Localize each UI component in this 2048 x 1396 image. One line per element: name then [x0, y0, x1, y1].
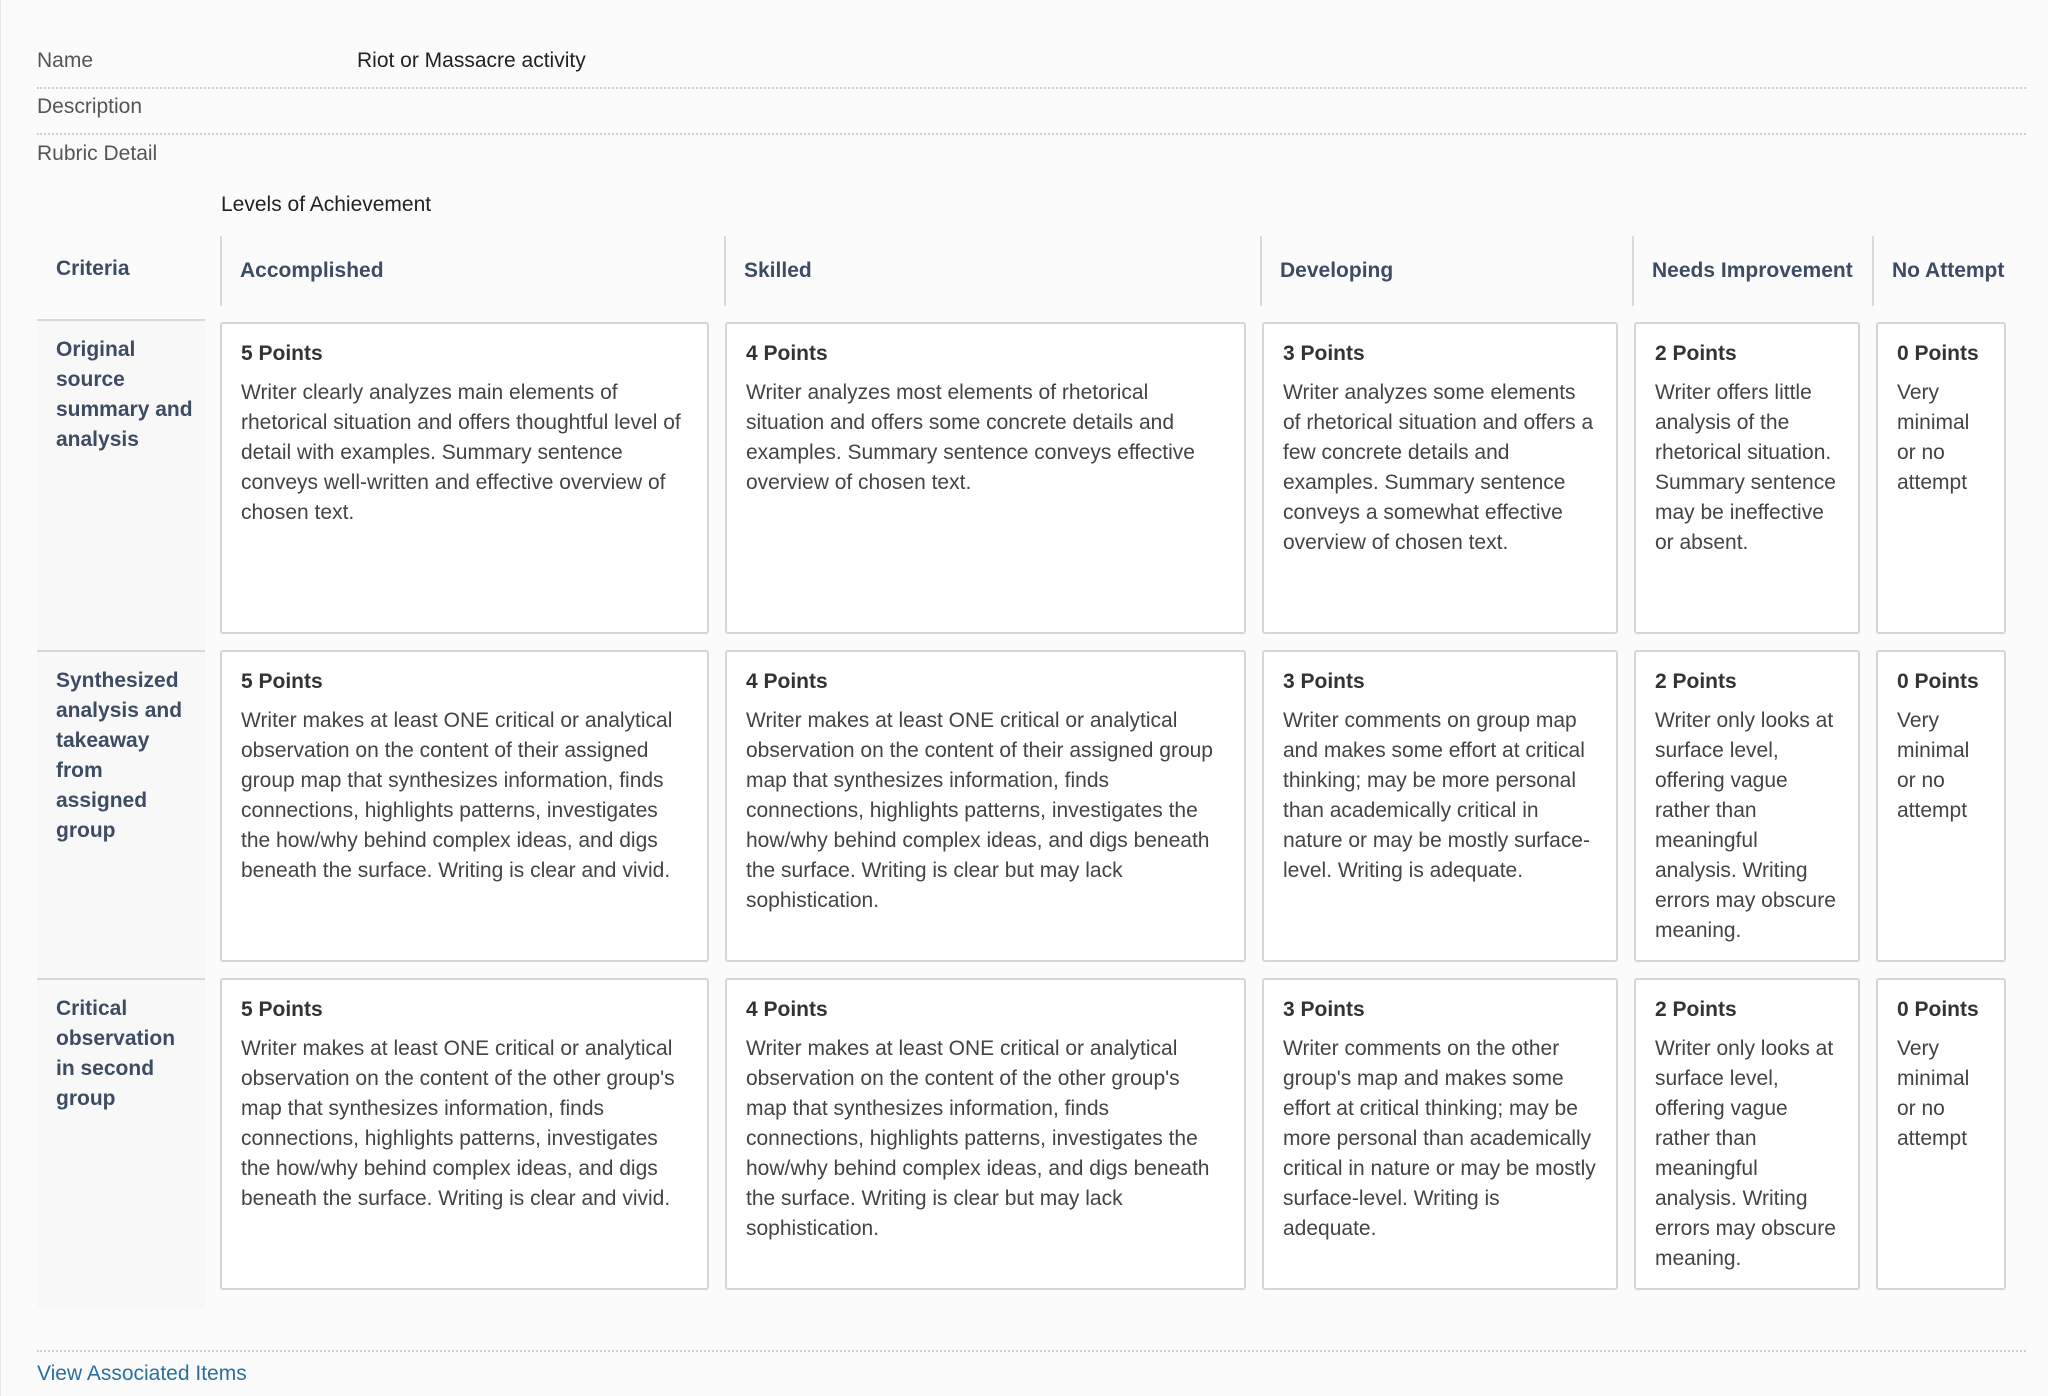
criterion-synthesized-analysis: Synthesized analysis and takeaway from assigned group: [37, 650, 205, 980]
rubric-name: Riot or Massacre activity: [357, 49, 586, 72]
level-header-needs-improvement: Needs Improvement: [1632, 236, 1867, 306]
rubric-cell: [1634, 322, 1860, 634]
rubric-cell: [1876, 322, 2006, 634]
rubric-cell: [1634, 650, 1860, 962]
rubric-cell: [220, 650, 709, 962]
rubric-cell: [220, 322, 709, 634]
points-label: 3 Points: [1283, 670, 1365, 693]
points-label: 0 Points: [1897, 998, 1979, 1021]
rubric-cell: [1262, 322, 1618, 634]
points-label: 3 Points: [1283, 998, 1365, 1021]
rubric-cell: [1876, 978, 2006, 1290]
points-label: 2 Points: [1655, 670, 1737, 693]
points-label: 5 Points: [241, 998, 323, 1021]
left-border: [0, 0, 1, 1396]
cell-description: Writer analyzes most elements of rhetorical situation and offers some concrete details and examples. Summary sentence conveys effective overview of chosen text.: [746, 381, 1195, 494]
points-label: 4 Points: [746, 998, 828, 1021]
points-label: 3 Points: [1283, 342, 1365, 365]
level-header-developing: Developing: [1260, 236, 1630, 306]
cell-description: Writer makes at least ONE critical or analytical observation on the content of their assigned group map that synthesizes information, finds connections, highlights patterns, investigates the how/why behind complex ideas, and digs beneath the surface. Writing is clear but may lack sophistication.: [746, 709, 1213, 912]
points-label: 2 Points: [1655, 998, 1737, 1021]
cell-description: Writer makes at least ONE critical or analytical observation on the content of the other group's map that synthesizes information, finds connections, highlights patterns, investigates the how/why behind complex ideas, and digs beneath the surface. Writing is clear but may lack sophistication.: [746, 1037, 1210, 1240]
points-label: 0 Points: [1897, 342, 1979, 365]
rubric-cell: [1262, 650, 1618, 962]
footer-divider: [37, 1350, 2026, 1352]
points-label: 2 Points: [1655, 342, 1737, 365]
description-label: Description: [37, 95, 143, 118]
cell-description: Writer clearly analyzes main elements of rhetorical situation and offers thoughtful level of detail with examples. Summary sentence conveys well-written and effective overview of chosen text.: [241, 381, 681, 524]
level-header-no-attempt: No Attempt: [1872, 236, 2022, 306]
criteria-header: Criteria: [37, 236, 205, 321]
description-row: [37, 89, 2026, 135]
rubric-cell: [725, 978, 1246, 1290]
points-label: 4 Points: [746, 342, 828, 365]
cell-description: Very minimal or no attempt: [1897, 709, 1970, 822]
cell-description: Writer makes at least ONE critical or analytical observation on the content of the other group's map that synthesizes information, finds connections, highlights patterns, investigates the how/why behind complex ideas, and digs beneath the surface. Writing is clear and vivid.: [241, 1037, 675, 1210]
cell-description: Writer makes at least ONE critical or analytical observation on the content of their assigned group map that synthesizes information, finds connections, highlights patterns, investigates the how/why behind complex ideas, and digs beneath the surface. Writing is clear and vivid.: [241, 709, 673, 882]
rubric-cell: [220, 978, 709, 1290]
name-label: Name: [37, 49, 94, 72]
points-label: 5 Points: [241, 342, 323, 365]
cell-description: Very minimal or no attempt: [1897, 1037, 1970, 1150]
rubric-detail-label: Rubric Detail: [37, 142, 158, 165]
cell-description: Writer only looks at surface level, offering vague rather than meaningful analysis. Writing errors may obscure meaning.: [1655, 709, 1836, 942]
points-label: 0 Points: [1897, 670, 1979, 693]
level-header-skilled: Skilled: [724, 236, 1254, 306]
cell-description: Very minimal or no attempt: [1897, 381, 1970, 494]
cell-description: Writer offers little analysis of the rhetorical situation. Summary sentence may be ineffective or absent.: [1655, 381, 1836, 554]
rubric-cell: [725, 322, 1246, 634]
view-associated-items-link[interactable]: View Associated Items: [37, 1362, 247, 1385]
cell-description: Writer only looks at surface level, offering vague rather than meaningful analysis. Writing errors may obscure meaning.: [1655, 1037, 1836, 1270]
rubric-cell: [1262, 978, 1618, 1290]
rubric-cell: [725, 650, 1246, 962]
levels-of-achievement-title: Levels of Achievement: [221, 193, 432, 216]
points-label: 4 Points: [746, 670, 828, 693]
rubric-cell: [1876, 650, 2006, 962]
cell-description: Writer analyzes some elements of rhetorical situation and offers a few concrete details and examples. Summary sentence conveys a somewhat effective overview of chosen text.: [1283, 381, 1594, 554]
criterion-original-source: Original source summary and analysis: [37, 321, 205, 651]
level-header-accomplished: Accomplished: [220, 236, 720, 306]
name-row: [37, 44, 2026, 89]
cell-description: Writer comments on group map and makes some effort at critical thinking; may be more personal than academically critical in nature or may be mostly surface-level. Writing is adequate.: [1283, 709, 1590, 882]
rubric-cell: [1634, 978, 1860, 1290]
cell-description: Writer comments on the other group's map and makes some effort at critical thinking; may be more personal than academically critical in nature or may be mostly surface-level. Writing is adequate.: [1283, 1037, 1596, 1240]
criterion-critical-observation: Critical observation in second group: [37, 978, 205, 1308]
points-label: 5 Points: [241, 670, 323, 693]
